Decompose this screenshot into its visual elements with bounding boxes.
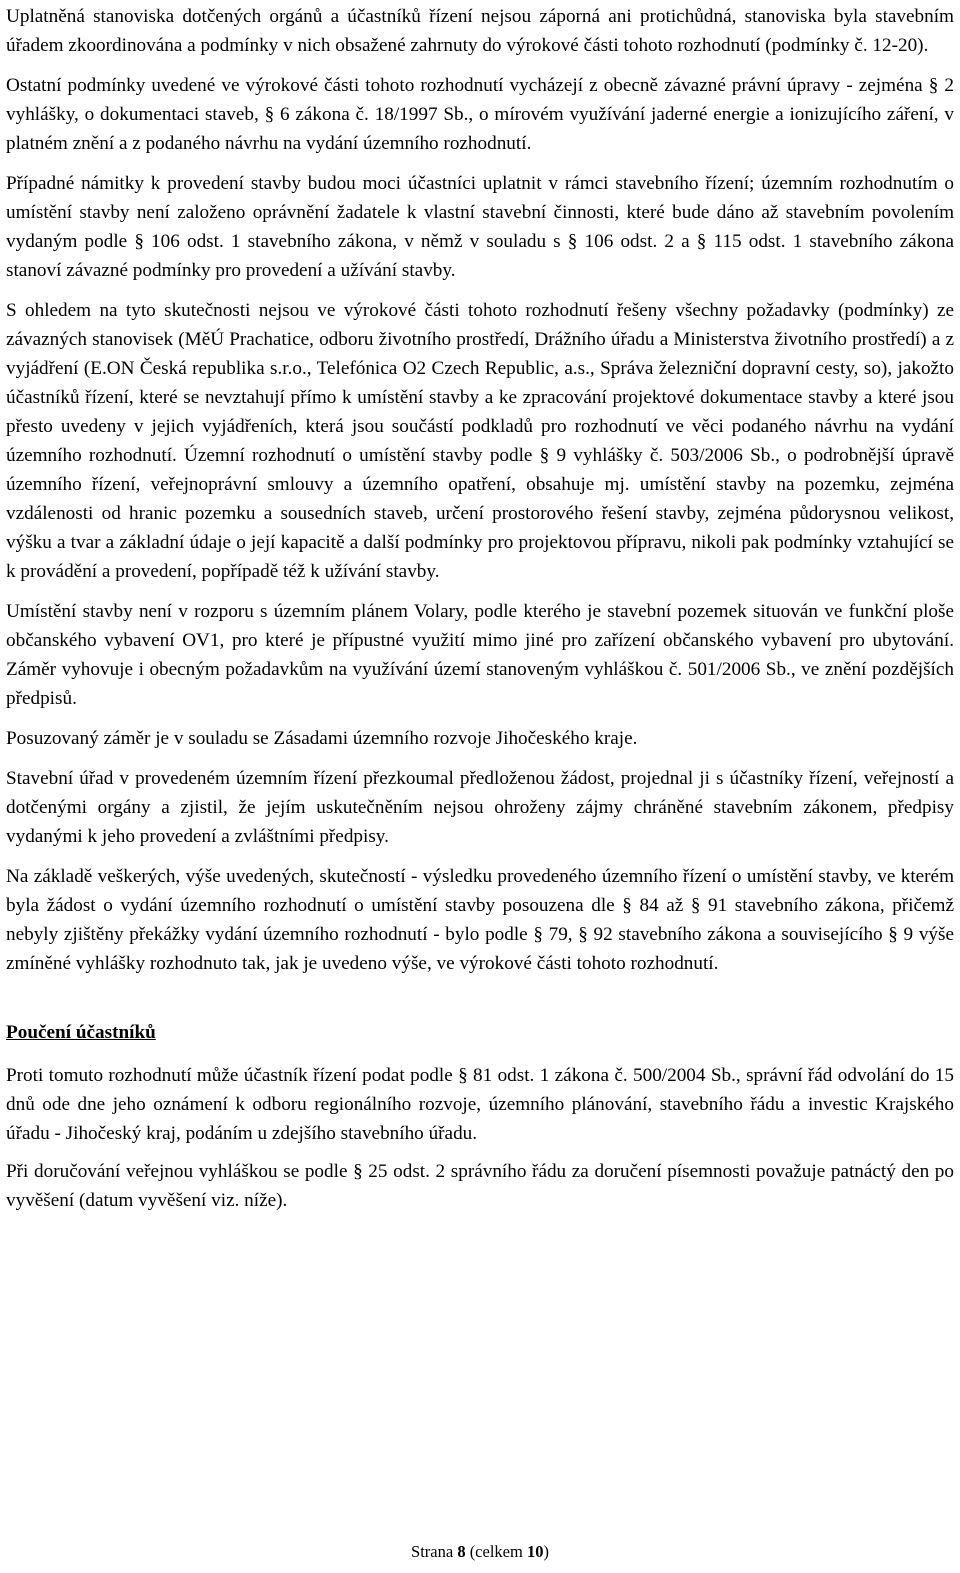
footer-total-pages: 10 bbox=[526, 1542, 544, 1561]
paragraph-appeal: Proti tomuto rozhodnutí může účastník řízení podat podle § 81 odst. 1 zákona č. 500/2004 Sb., správní řád odvolání do 15 dnů ode dne jeho oznámení k odboru regionálního rozvoje, územního plánování, stavebního řádu a investic Krajského úřadu - Jihočeský kraj, podáním u zdejšího stavebního úřadu. bbox=[6, 1065, 954, 1144]
paragraph-other-conditions: Ostatní podmínky uvedené ve výrokové části tohoto rozhodnutí vycházejí z obecně závazné právní úpravy - zejména § 2 vyhlášky, o dokumentaci staveb, § 6 zákona č. 18/1997 Sb., o mírovém využívání jaderné energie a ionizujícího záření, v platném znění a z podaného návrhu na vydání územního rozhodnutí. bbox=[6, 75, 954, 154]
paragraph-objections: Případné námitky k provedení stavby budou moci účastníci uplatnit v rámci stavebního řízení; územním rozhodnutím o umístění stavby není založeno oprávnění žadatele k vlastní stavební činnosti, které bude dáno až stavebním povolením vydaným podle § 106 odst. 1 stavebního zákona, v němž v souladu s § 106 odst. 2 a § 115 odst. 1 stavebního zákona stanoví závazné podmínky pro provedení a užívání stavby. bbox=[6, 173, 954, 281]
footer-middle: (celkem bbox=[465, 1542, 527, 1561]
footer-prefix: Strana bbox=[411, 1542, 458, 1561]
paragraph-zoning-plan: Umístění stavby není v rozporu s územním plánem Volary, podle kterého je stavební pozemek situován ve funkční ploše občanského vybavení OV1, pro které je přípustné využití mimo jiné pro zařízení občanského vybavení pro ubytování. Záměr vyhovuje i obecným požadavkům na využívání území stanoveným vyhláškou č. 501/2006 Sb., ve znění pozdějších předpisů. bbox=[6, 601, 954, 709]
paragraph-requirements: S ohledem na tyto skutečnosti nejsou ve výrokové části tohoto rozhodnutí řešeny všechny požadavky (podmínky) ze závazných stanovisek (MěÚ Prachatice, odboru životního prostředí, Drážního úřadu a Ministerstva životního prostředí) a z vyjádření (E.ON Česká republika s.r.o., Telefónica O2 Czech Republic, a.s., Správa železniční dopravní cesty, so), jakožto účastníků řízení, které se nevztahují přímo k umístění stavby a ke zpracování projektové dokumentace stavby a které jsou přesto uvedeny v jejich vyjádřeních, která jsou součástí podkladů pro rozhodnutí ve věci podaného návrhu na vydání územního rozhodnutí. Územní rozhodnutí o umístění stavby podle § 9 vyhlášky č. 503/2006 Sb., o podrobnější úpravě územního řízení, veřejnoprávní smlouvy a územního opatření, obsahuje mj. umístění stavby na pozemku, zejména vzdálenosti od hranic pozemku a sousedních staveb, určení prostorového řešení stavby, zejména půdorysnou velikost, výšku a tvar a základní údaje o její kapacitě a další podmínky pro projektovou přípravu, nikoli pak podmínky vztahující se k provádění a provedení, popřípadě též k užívání stavby. bbox=[6, 300, 954, 582]
section-heading-instructions: Poučení účastníků bbox=[6, 1022, 156, 1043]
paragraph-territorial-principles: Posuzovaný záměr je v souladu se Zásadami územního rozvoje Jihočeského kraje. bbox=[6, 728, 638, 749]
paragraph-coordination: Uplatněná stanoviska dotčených orgánů a účastníků řízení nejsou záporná ani protichůdná, stanoviska byla stavebním úřadem zkoordinována a podmínky v nich obsažené zahrnuty do výrokové části tohoto rozhodnutí (podmínky č. 12-20). bbox=[6, 6, 954, 56]
page-footer bbox=[0, 1542, 960, 1562]
paragraph-decision-basis: Na základě veškerých, výše uvedených, skutečností - výsledku provedeného územního řízení o umístění stavby, ve kterém byla žádost o vydání územního rozhodnutí o umístění stavby posouzena dle § 84 až § 91 stavebního zákona, přičemž nebyly zjištěny překážky vydání územního rozhodnutí - bylo podle § 79, § 92 stavebního zákona a souvisejícího § 9 výše zmíněné vyhlášky rozhodnuto tak, jak je uvedeno výše, ve výrokové části tohoto rozhodnutí. bbox=[6, 866, 954, 974]
footer-page-number: 8 bbox=[457, 1542, 466, 1561]
paragraph-review: Stavební úřad v provedeném územním řízení přezkoumal předloženou žádost, projednal ji s účastníky řízení, veřejností a dotčenými orgány a zjistil, že jejím uskutečněním nejsou ohroženy zájmy chráněné stavebním zákonem, předpisy vydanými k jeho provedení a zvláštními předpisy. bbox=[6, 768, 954, 847]
footer-suffix: ) bbox=[543, 1542, 549, 1561]
paragraph-public-notice: Při doručování veřejnou vyhláškou se podle § 25 odst. 2 správního řádu za doručení písemnosti považuje patnáctý den po vyvěšení (datum vyvěšení viz. níže). bbox=[6, 1161, 954, 1211]
